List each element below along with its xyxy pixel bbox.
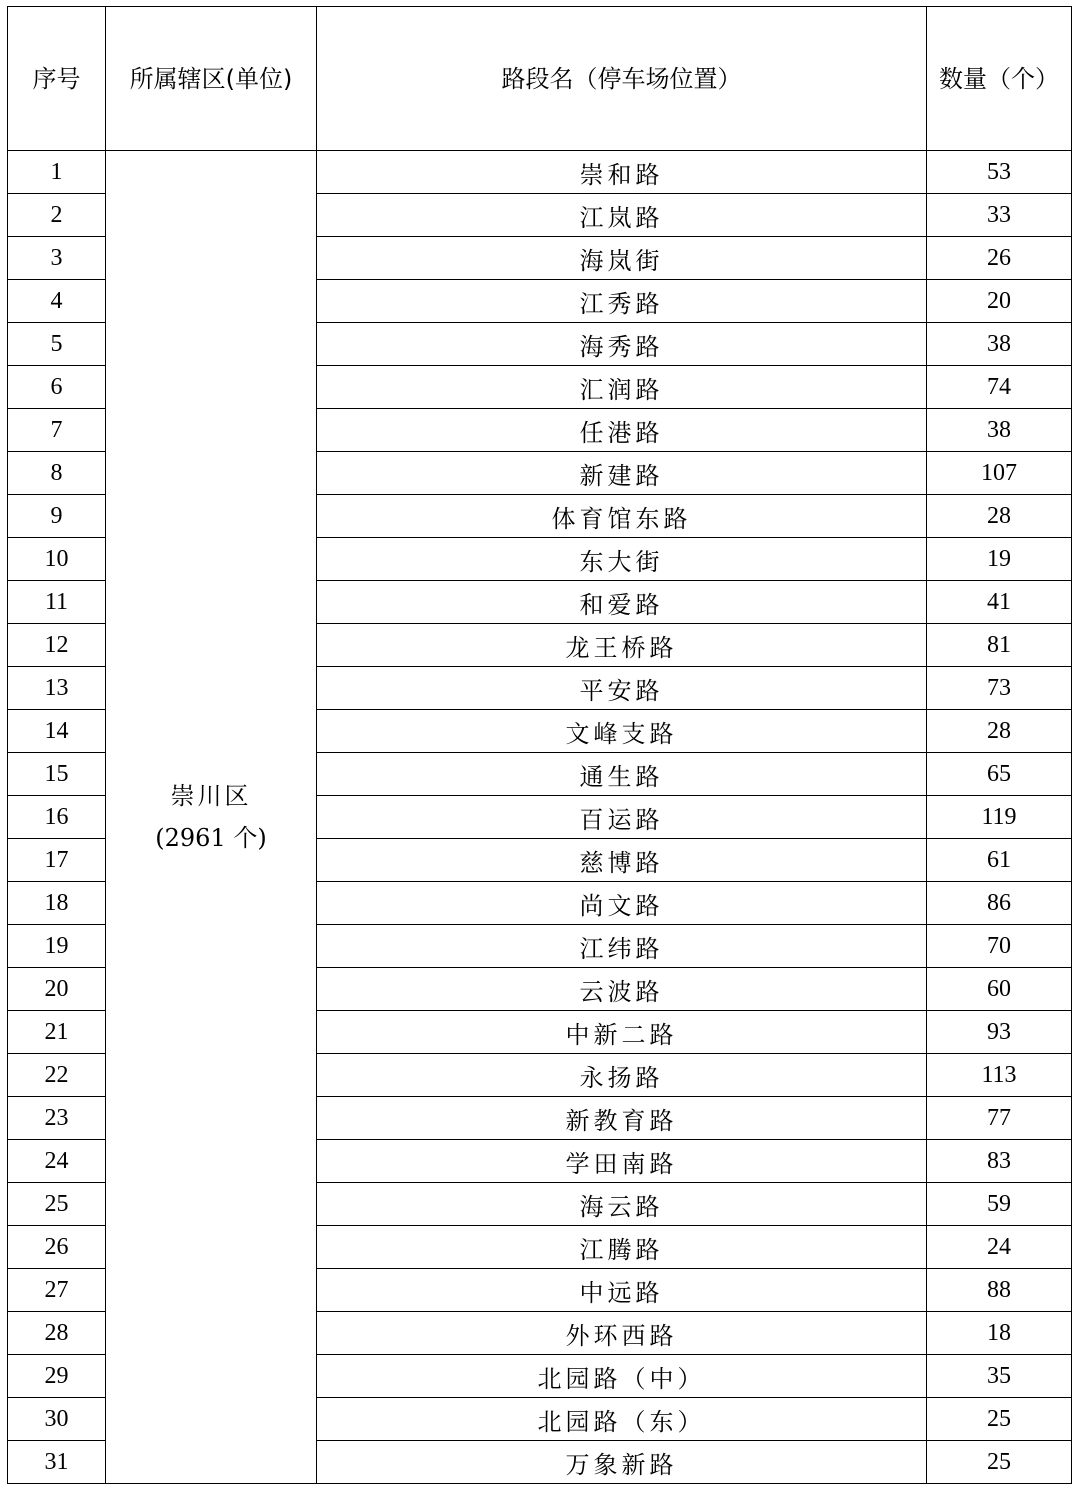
row-index: 5 (8, 323, 106, 366)
row-index: 6 (8, 366, 106, 409)
row-index: 8 (8, 452, 106, 495)
row-count: 83 (927, 1140, 1072, 1183)
row-road-name: 东大街 (317, 538, 927, 581)
row-count: 88 (927, 1269, 1072, 1312)
header-road: 路段名（停车场位置） (317, 7, 927, 151)
row-count: 70 (927, 925, 1072, 968)
row-index: 21 (8, 1011, 106, 1054)
row-road-name: 文峰支路 (317, 710, 927, 753)
row-count: 25 (927, 1441, 1072, 1484)
row-count: 35 (927, 1355, 1072, 1398)
row-index: 19 (8, 925, 106, 968)
row-count: 38 (927, 409, 1072, 452)
row-road-name: 万象新路 (317, 1441, 927, 1484)
district-cell (106, 151, 317, 1484)
row-count: 41 (927, 581, 1072, 624)
row-road-name: 海秀路 (317, 323, 927, 366)
row-index: 24 (8, 1140, 106, 1183)
row-index: 7 (8, 409, 106, 452)
row-count: 60 (927, 968, 1072, 1011)
row-count: 26 (927, 237, 1072, 280)
row-count: 65 (927, 753, 1072, 796)
row-count: 107 (927, 452, 1072, 495)
row-road-name: 体育馆东路 (317, 495, 927, 538)
row-count: 38 (927, 323, 1072, 366)
row-road-name: 崇和路 (317, 151, 927, 194)
row-count: 28 (927, 495, 1072, 538)
table-body (8, 151, 1072, 1484)
row-count: 61 (927, 839, 1072, 882)
row-index: 18 (8, 882, 106, 925)
row-index: 2 (8, 194, 106, 237)
table-row (8, 151, 1072, 194)
row-road-name: 北园路（东） (317, 1398, 927, 1441)
row-road-name: 海云路 (317, 1183, 927, 1226)
row-index: 14 (8, 710, 106, 753)
row-index: 3 (8, 237, 106, 280)
row-road-name: 龙王桥路 (317, 624, 927, 667)
row-road-name: 平安路 (317, 667, 927, 710)
row-index: 31 (8, 1441, 106, 1484)
district-name: 崇川区 (170, 782, 252, 810)
row-road-name: 尚文路 (317, 882, 927, 925)
row-index: 29 (8, 1355, 106, 1398)
row-count: 59 (927, 1183, 1072, 1226)
row-index: 25 (8, 1183, 106, 1226)
row-count: 73 (927, 667, 1072, 710)
row-road-name: 和爱路 (317, 581, 927, 624)
row-count: 77 (927, 1097, 1072, 1140)
row-index: 17 (8, 839, 106, 882)
row-count: 19 (927, 538, 1072, 581)
header-row (8, 7, 1072, 151)
row-count: 119 (927, 796, 1072, 839)
row-index: 4 (8, 280, 106, 323)
header-index: 序号 (8, 7, 106, 151)
row-road-name: 江腾路 (317, 1226, 927, 1269)
row-index: 1 (8, 151, 106, 194)
row-index: 9 (8, 495, 106, 538)
row-index: 28 (8, 1312, 106, 1355)
row-road-name: 新教育路 (317, 1097, 927, 1140)
row-road-name: 永扬路 (317, 1054, 927, 1097)
row-road-name: 中远路 (317, 1269, 927, 1312)
row-index: 10 (8, 538, 106, 581)
row-index: 30 (8, 1398, 106, 1441)
row-road-name: 江岚路 (317, 194, 927, 237)
row-index: 23 (8, 1097, 106, 1140)
row-road-name: 海岚街 (317, 237, 927, 280)
row-index: 12 (8, 624, 106, 667)
row-index: 27 (8, 1269, 106, 1312)
row-count: 28 (927, 710, 1072, 753)
row-road-name: 云波路 (317, 968, 927, 1011)
row-road-name: 新建路 (317, 452, 927, 495)
row-count: 53 (927, 151, 1072, 194)
row-count: 20 (927, 280, 1072, 323)
row-road-name: 汇润路 (317, 366, 927, 409)
row-index: 16 (8, 796, 106, 839)
row-count: 25 (927, 1398, 1072, 1441)
row-road-name: 学田南路 (317, 1140, 927, 1183)
row-count: 74 (927, 366, 1072, 409)
row-count: 113 (927, 1054, 1072, 1097)
row-road-name: 北园路（中） (317, 1355, 927, 1398)
row-count: 33 (927, 194, 1072, 237)
row-road-name: 百运路 (317, 796, 927, 839)
row-index: 15 (8, 753, 106, 796)
header-district: 所属辖区(单位) (106, 7, 317, 151)
row-count: 24 (927, 1226, 1072, 1269)
row-index: 26 (8, 1226, 106, 1269)
row-index: 22 (8, 1054, 106, 1097)
row-road-name: 江秀路 (317, 280, 927, 323)
row-road-name: 通生路 (317, 753, 927, 796)
row-index: 13 (8, 667, 106, 710)
row-index: 20 (8, 968, 106, 1011)
row-count: 18 (927, 1312, 1072, 1355)
header-count: 数量（个） (927, 7, 1072, 151)
district-total: (2961 个) (155, 824, 267, 852)
row-road-name: 慈博路 (317, 839, 927, 882)
row-road-name: 任港路 (317, 409, 927, 452)
row-count: 93 (927, 1011, 1072, 1054)
row-road-name: 外环西路 (317, 1312, 927, 1355)
row-road-name: 中新二路 (317, 1011, 927, 1054)
row-count: 86 (927, 882, 1072, 925)
parking-table (7, 6, 1072, 1484)
row-count: 81 (927, 624, 1072, 667)
row-road-name: 江纬路 (317, 925, 927, 968)
row-index: 11 (8, 581, 106, 624)
